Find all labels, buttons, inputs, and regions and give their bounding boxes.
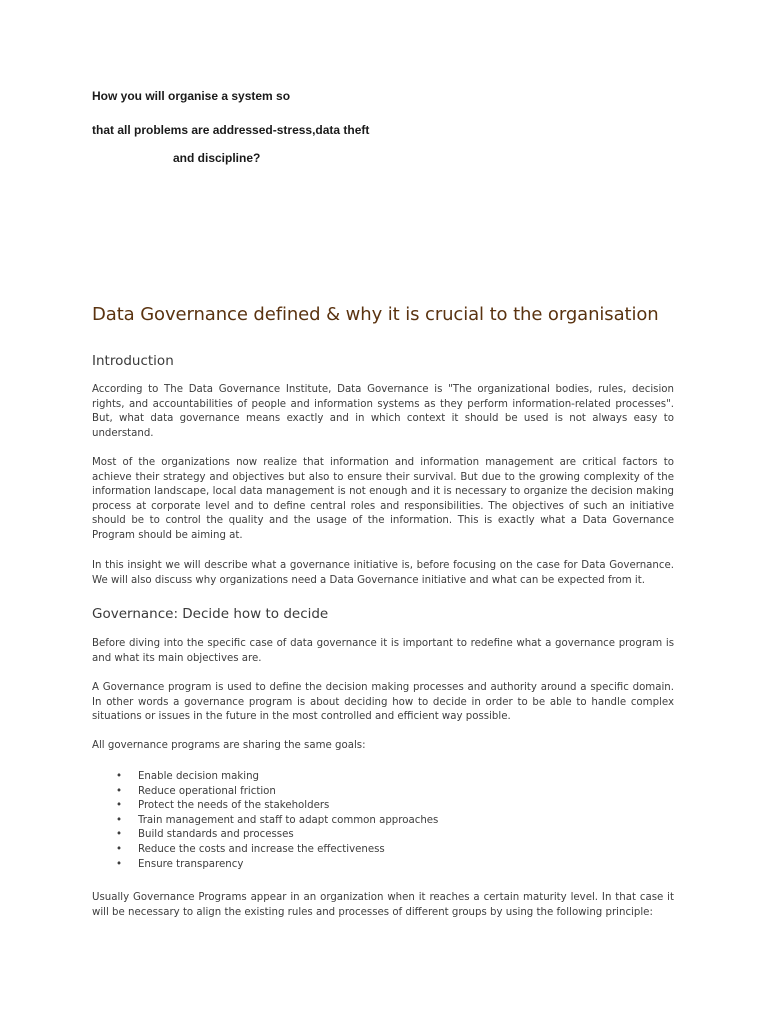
bullet-icon: •	[116, 843, 123, 855]
document-title: Data Governance defined & why it is crucial to the organisation	[92, 304, 659, 325]
question-line-2: that all problems are addressed-stress,data theft	[92, 123, 370, 137]
list-item	[92, 814, 652, 829]
governance-heading: Governance: Decide how to decide	[92, 606, 329, 622]
list-item	[92, 843, 652, 858]
list-item	[92, 828, 652, 843]
governance-paragraph-2: A Governance program is used to define the decision making processes and authority around a specific domain. In other words a governance program is about deciding how to decide in order to be able to handle complex situations or issues in the future in the most controlled and efficient way possible.	[92, 682, 674, 723]
governance-paragraph-1: Before diving into the specific case of data governance it is important to redefine what a governance program is and what its main objectives are.	[92, 638, 674, 664]
question-line-3: and discipline?	[173, 151, 261, 165]
list-item	[92, 858, 652, 873]
intro-paragraph-1: According to The Data Governance Institute, Data Governance is "The organizational bodies, rules, decision rights, and accountabilities of people and information systems as they perform information-related processes". But, what data governance means exactly and in which context it should be used is not always easy to understand.	[92, 384, 674, 439]
goal-text: Reduce the costs and increase the effectiveness	[138, 843, 385, 855]
goal-text: Ensure transparency	[138, 858, 244, 870]
bullet-icon: •	[116, 800, 123, 812]
bullet-icon: •	[116, 771, 123, 782]
intro-paragraph-2: Most of the organizations now realize that information and information management are critical factors to achieve their strategy and objectives but also to ensure their survival. But due to the growing complexity of the information landscape, local data management is not enough and it is necessary to organize the decision making process at corporate level and to define central roles and responsibilities. The objectives of such an initiative should be to control the quality and the usage of the information. This is exactly what a Data Governance Program should be aiming at.	[92, 457, 674, 541]
goal-text: Build standards and processes	[138, 829, 294, 841]
bullet-icon: •	[116, 829, 123, 841]
question-line-1: How you will organise a system so	[92, 89, 291, 103]
introduction-heading: Introduction	[92, 353, 174, 369]
governance-paragraph-3: All governance programs are sharing the same goals:	[92, 740, 366, 751]
bullet-icon: •	[116, 785, 123, 797]
closing-paragraph: Usually Governance Programs appear in an organization when it reaches a certain maturity level. In that case it will be necessary to align the existing rules and processes of different groups by using the following principle:	[92, 892, 674, 918]
goal-text: Protect the needs of the stakeholders	[138, 800, 330, 812]
intro-paragraph-3: In this insight we will describe what a governance initiative is, before focusing on the case for Data Governance. We will also discuss why organizations need a Data Governance initiative and what can be expected from it.	[92, 560, 674, 586]
list-item	[92, 799, 652, 814]
bullet-icon: •	[116, 814, 123, 826]
list-item	[92, 770, 652, 785]
goal-text: Train management and staff to adapt common approaches	[138, 814, 439, 826]
governance-goals-list	[92, 770, 652, 872]
goal-text: Enable decision making	[138, 771, 259, 782]
bullet-icon: •	[116, 858, 123, 870]
list-item	[92, 785, 652, 800]
goal-text: Reduce operational friction	[138, 785, 276, 797]
